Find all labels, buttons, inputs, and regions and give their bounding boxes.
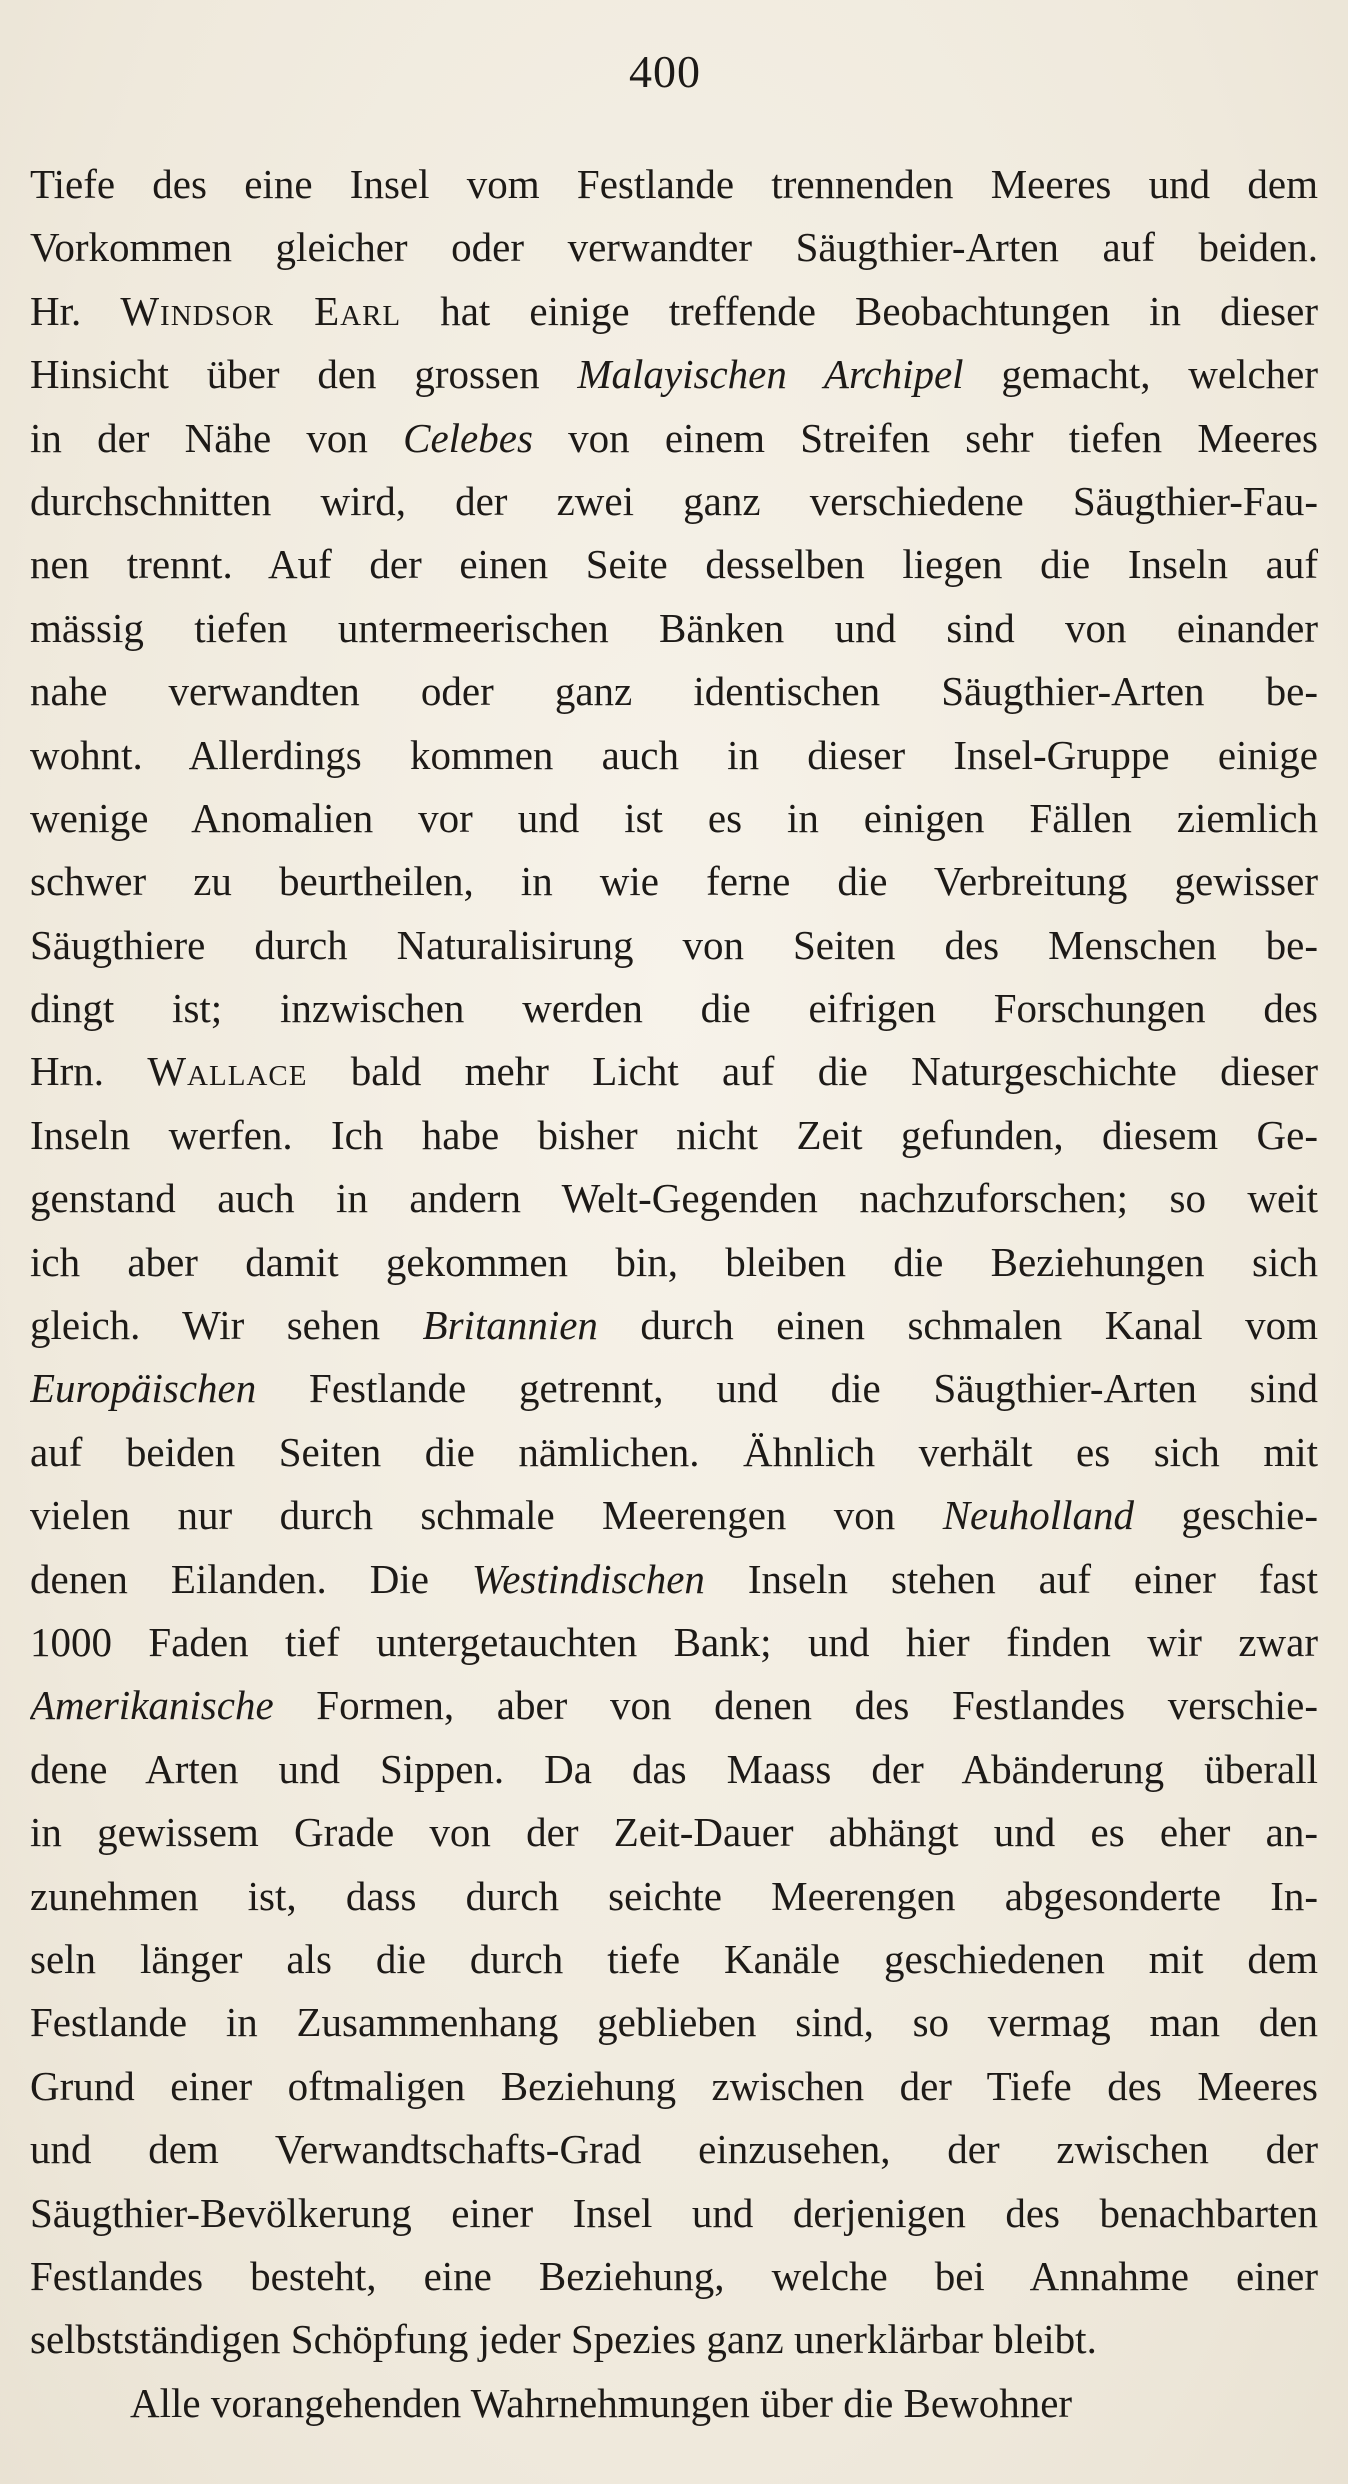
text-segment: gemacht, welcher	[963, 351, 1318, 398]
text-line	[30, 533, 1318, 596]
text-segment: durch einen schmalen Kanal vom	[597, 1302, 1318, 1349]
text-segment: auf beiden Seiten die nämlichen. Ähnlich verhält es sich mit	[30, 1428, 1318, 1475]
text-segment: seln länger als die durch tiefe Kanäle geschiedenen mit dem	[30, 1935, 1318, 1982]
text-segment: ich aber damit gekommen bin, bleiben die Beziehungen sich	[30, 1238, 1318, 1285]
text-segment: 1000 Faden tief untergetauchten Bank; und hier finden wir zwar	[30, 1618, 1318, 1665]
text-line	[30, 1167, 1318, 1230]
text-segment: Inseln werfen. Ich habe bisher nicht Zeit gefunden, diesem Ge-	[30, 1111, 1318, 1158]
text-segment: Säugthiere durch Naturalisirung von Seiten des Menschen be-	[30, 921, 1318, 968]
text-segment: Festlande in Zusammenhang geblieben sind, so vermag man den	[30, 1999, 1318, 2046]
text-segment: schwer zu beurtheilen, in wie ferne die Verbreitung gewisser	[30, 858, 1318, 905]
text-segment: Säugthier-Bevölkerung einer Insel und derjenigen des benachbarten	[30, 2189, 1318, 2236]
text-segment: selbstständigen Schöpfung jeder Spezies ganz unerklärbar bleibt.	[30, 2316, 1097, 2363]
text-line	[30, 1231, 1318, 1294]
text-segment: zunehmen ist, dass durch seichte Meerengen abgesonderte In-	[30, 1872, 1318, 1919]
text-line	[30, 914, 1318, 977]
text-line	[30, 1738, 1318, 1801]
text-segment: Grund einer oftmaligen Beziehung zwischen der Tiefe des Meeres	[30, 2062, 1318, 2109]
text-segment: geschie-	[1134, 1492, 1318, 1539]
text-segment: genstand auch in andern Welt-Gegenden nachzuforschen; so weit	[30, 1175, 1318, 1222]
text-segment: Hrn.	[30, 1048, 148, 1095]
text-line	[30, 1865, 1318, 1928]
text-segment: durchschnitten wird, der zwei ganz verschiedene Säugthier-Fau-	[30, 477, 1318, 524]
text-line	[30, 1294, 1318, 1357]
text-segment: vielen nur durch schmale Meerengen von	[30, 1492, 943, 1539]
text-segment: denen Eilanden. Die	[30, 1555, 472, 1602]
text-line	[30, 2055, 1318, 2118]
text-segment: Tiefe des eine Insel vom Festlande trennenden Meeres und dem	[30, 161, 1318, 207]
text-segment: Alle vorangehenden Wahrnehmungen über die Bewohner	[130, 2379, 1073, 2426]
text-line	[30, 850, 1318, 913]
italic-place-name: Westindischen	[471, 1555, 705, 1602]
text-segment: Festlande getrennt, und die Säugthier-Arten sind	[256, 1365, 1318, 1412]
italic-place-name: Britannien	[422, 1302, 598, 1349]
text-segment: bald mehr Licht auf die Naturgeschichte dieser	[307, 1048, 1318, 1095]
italic-place-name: Europäischen	[30, 1365, 257, 1412]
text-segment: und dem Verwandtschafts-Grad einzusehen, der zwischen der	[30, 2126, 1318, 2173]
text-line	[30, 1421, 1318, 1484]
text-line	[30, 2308, 1318, 2371]
text-line	[30, 1801, 1318, 1864]
text-line	[30, 1548, 1318, 1611]
text-line	[30, 2245, 1318, 2308]
text-line	[30, 1991, 1318, 2054]
text-segment: wenige Anomalien vor und ist es in einigen Fällen ziemlich	[30, 794, 1318, 841]
text-segment: nen trennt. Auf der einen Seite desselben liegen die Inseln auf	[30, 541, 1318, 588]
italic-place-name: Amerikanische	[30, 1682, 274, 1729]
author-name: Windsor Earl	[120, 287, 402, 334]
text-line	[30, 724, 1318, 787]
text-line	[30, 660, 1318, 723]
text-segment: in gewissem Grade von der Zeit-Dauer abhängt und es eher an-	[30, 1809, 1318, 1856]
author-name: Wallace	[147, 1048, 308, 1095]
text-line	[30, 280, 1318, 343]
page-number: 400	[629, 46, 701, 97]
text-line	[30, 1928, 1318, 1991]
text-line	[30, 1040, 1318, 1103]
text-line	[30, 2372, 1318, 2435]
text-line	[30, 343, 1318, 406]
text-line	[30, 153, 1318, 216]
text-segment: wohnt. Allerdings kommen auch in dieser Insel-Gruppe einige	[30, 731, 1318, 778]
text-segment: Festlandes besteht, eine Beziehung, welche bei Annahme einer	[30, 2252, 1318, 2299]
text-segment: gleich. Wir sehen	[30, 1302, 423, 1349]
italic-place-name: Neuholland	[942, 1492, 1135, 1539]
text-line	[30, 2182, 1318, 2245]
text-segment: Formen, aber von denen des Festlandes verschie-	[273, 1682, 1318, 1729]
text-segment: nahe verwandten oder ganz identischen Säugthier-Arten be-	[30, 668, 1318, 715]
text-line	[30, 470, 1318, 533]
text-line	[30, 977, 1318, 1040]
text-segment: hat einige treffende Beobachtungen in dieser	[401, 287, 1318, 334]
text-line	[30, 2118, 1318, 2181]
text-line	[30, 1484, 1318, 1547]
text-line	[30, 597, 1318, 660]
italic-place-name: Malayischen Archipel	[577, 351, 964, 398]
text-segment: Vorkommen gleicher oder verwandter Säugthier-Arten auf beiden.	[30, 224, 1318, 271]
text-segment: von einem Streifen sehr tiefen Meeres	[532, 414, 1318, 461]
text-segment: in der Nähe von	[30, 414, 404, 461]
text-line	[30, 1611, 1318, 1674]
text-line	[30, 787, 1318, 850]
italic-place-name: Celebes	[403, 414, 533, 461]
body-text	[30, 153, 1318, 2435]
text-segment: dene Arten und Sippen. Da das Maass der Abänderung überall	[30, 1745, 1318, 1792]
text-segment: mässig tiefen untermeerischen Bänken und sind von einander	[30, 604, 1318, 651]
text-line	[30, 1357, 1318, 1420]
text-line	[30, 407, 1318, 470]
text-line	[30, 216, 1318, 279]
text-segment: Hr.	[30, 287, 121, 334]
text-segment: Hinsicht über den grossen	[30, 351, 578, 398]
text-segment: Inseln stehen auf einer fast	[704, 1555, 1318, 1602]
text-line	[30, 1674, 1318, 1737]
text-segment: dingt ist; inzwischen werden die eifrigen Forschungen des	[30, 985, 1318, 1032]
text-line	[30, 1104, 1318, 1167]
